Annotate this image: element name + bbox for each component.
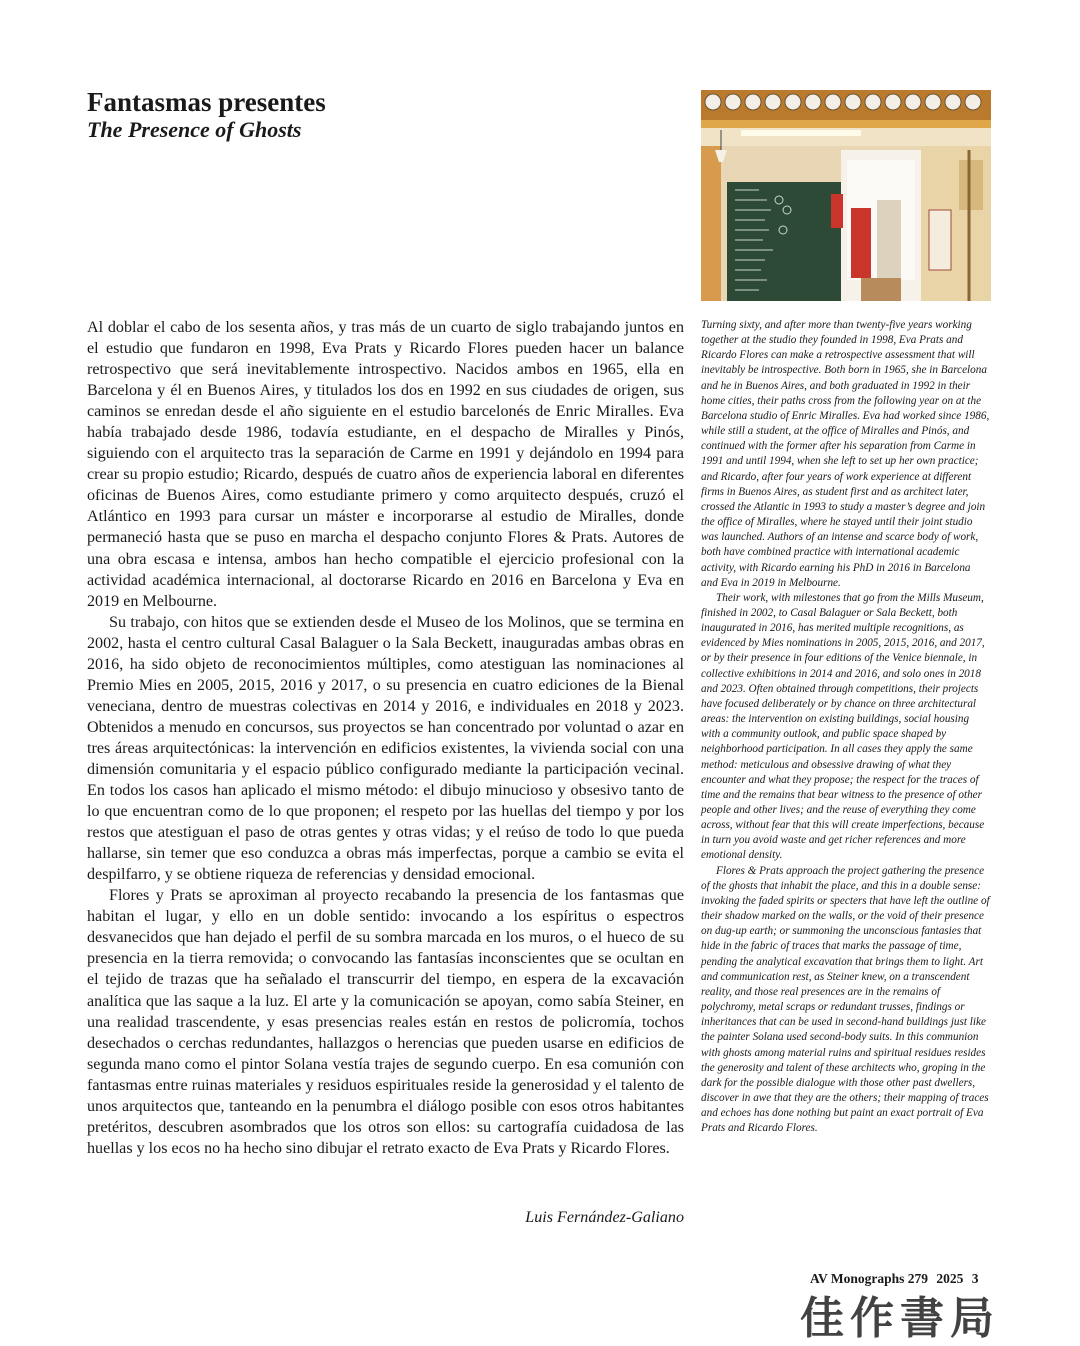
watermark-logo: 佳作書局: [800, 1293, 1000, 1344]
english-paragraph: Turning sixty, and after more than twenty-five years working together at the studio they founded in 1998, Eva Prats and Ricardo Flores can make a retrospective assessment that will inevitably be introspective. Both born in 1965, she in Barcelona and he in Buenos Aires, and both graduated in 1992 in their home cities, their paths cross from the following year on at the Barcelona studio of Enric Miralles. Eva had worked since 1986, while still a student, at the office of Miralles and Pinós, and continued with the former after his separation from Carme in 1991 and until 1994, when she left to set up her own practice; and Ricardo, after four years of work experience at different firms in Buenos Aires, as student first and as architect later, crossed the Atlantic in 1993 to study a master’s degree and join the office of Miralles, where he stayed until their joint studio was launched. Authors of an intense and scarce body of work, both have combined practice with international academic activity, with Ricardo earning his PhD in 2016 in Barcelona and Eva in 2019 in Melbourne.: [701, 319, 990, 589]
page-number: 3: [971, 1271, 979, 1286]
spanish-paragraph: Su trabajo, con hitos que se extienden desde el Museo de los Molinos, que se termina en 2002, hasta el centro cultural Casal Balaguer o la Sala Beckett, inauguradas ambas obras en 2016, ha sido objeto de reconocimientos múltiples, como atestiguan las nominaciones al Premio Mies en 2005, 2015, 2016 y 2017, o su presencia en cuatro ediciones de la Bienal veneciana, dentro de muestras colectivas en 2014 y 2016, e individuales en 2018 y 2023. Obtenidos a menudo en concursos, sus proyectos se han concentrado por voluntad o azar en tres áreas arquitectónicas: la intervención en edificios existentes, la vivienda social con una dimensión comunitaria y el espacio público configurado mediante la participación vecinal. En todos los casos han aplicado el mismo método: el dibujo minucioso y obsesivo tanto de lo que encuentran como de lo que proponen; el respeto por las huellas del tiempo y por los restos que atestiguan el paso de otras gentes y otras vidas; y el reúso de todo lo que pueda hallarse, sin temer que eso conduzca a obras más imperfectas, porque a cambio se evita el despilfarro, y se obtiene riqueza de referencias y densidad emocional.: [87, 613, 684, 884]
publication-year: 2025: [936, 1271, 964, 1286]
english-body-text: [701, 318, 990, 1136]
english-paragraph: Flores & Prats approach the project gathering the presence of the ghosts that inhabit the place, and this in a double sense: invoking the faded spirits or specters that have left the outline of their shadow marked on the walls, or the void of their presence on dug-up earth; or summoning the unconscious fantasies that hide in the fabric of traces that marks the passage of time, pending the analytical excavation that brings them to light. Art and communication rest, as Steiner knew, on a transcendent reality, and those real presences are in the remains of polychromy, metal scraps or redundant trusses, findings or inheritances that can be used in second-hand buildings just like the painter Solana used second-body suits. In this communion with ghosts among material ruins and spiritual residues resides the generosity and talent of these architects who, groping in the dark for the possible dialogue with those other past dwellers, discover in awe that they are the others; their mapping of traces and echoes has done nothing but paint an exact portrait of Eva Prats and Ricardo Flores.: [701, 864, 990, 1135]
author-signature: Luis Fernández-Galiano: [525, 1209, 684, 1226]
spanish-paragraph: Al doblar el cabo de los sesenta años, y tras más de un cuarto de siglo trabajando juntos en el estudio que fundaron en 1998, Eva Prats y Ricardo Flores pueden hacer un balance retrospectivo que será inevitablemente introspectivo. Nacidos ambos en 1965, ella en Barcelona y él en Buenos Aires, y titulados los dos en 1992 en sus ciudades de origen, sus caminos se enredan desde el año siguiente en el estudio barcelonés de Enric Miralles. Eva había trabajado desde 1986, todavía estudiante, en el despacho de Miralles y Pinós, siguiendo con el arquitecto tras la separación de Carme en 1991 y dejándolo en 1994 para crear su propio estudio; Ricardo, después de cuatro años de experiencia laboral en diferentes oficinas de Buenos Aires, como estudiante primero y como arquitecto después, cruzó el Atlántico en 1993 para cursar un máster e incorporarse al estudio de Miralles, donde permaneció hasta que se puso en marcha el despacho conjunto Flores & Prats. Autores de una obra escasa e intensa, ambos han hecho compatible el ejercicio profesional con la actividad académica internacional, al doctorarse Ricardo en 2016 en Barcelona y Eva en 2019 en Melbourne.: [87, 319, 684, 610]
page-title: Fantasmas presentes: [87, 87, 326, 117]
studio-photo: [701, 90, 991, 301]
spanish-paragraph: Flores y Prats se aproximan al proyecto recabando la presencia de los fantasmas que habitan el lugar, y ello en un doble sentido: invocando a los espíritus o espectros desvanecidos que han dejado el perfil de su sombra marcada en los muros, o el hueco de su presencia en la tierra removida; o convocando las fantasías inconscientes que se ocultan en el tejido de trazas que ha señalado el transcurrir del tiempo, en espera de la excavación analítica que las saque a la luz. El arte y la comunicación se apoyan, como sabía Steiner, en una realidad trascendente, y esas presencias reales están en restos de policromía, tochos desechados o cerchas redundantes, hallazgos o herencias que pueden usarse en edificios de segunda mano como el pintor Solana vestía trajes de segundo cuerpo. En esa comunión con fantasmas entre ruinas materiales y residuos espirituales reside la generosidad y el talento de unos arquitectos que, tanteando en la penumbra el diálogo posible con esos otros habitantes pretéritos, descubren asombrados que los otros son ellos: su cartografía cuidadosa de las huellas y los ecos no ha hecho sino dibujar el retrato exacto de Eva Prats y Ricardo Flores.: [87, 887, 684, 1157]
publication-name: AV Monographs 279: [810, 1271, 929, 1286]
page-subtitle: The Presence of Ghosts: [87, 117, 302, 142]
spanish-body-text: [87, 317, 684, 1159]
english-paragraph: Their work, with milestones that go from the Mills Museum, finished in 2002, to Casal Balaguer or Sala Beckett, both inaugurated in 2016, has merited multiple recognitions, as evidenced by Mies nominations in 2005, 2015, 2016, and 2017, or by their presence in four editions of the Venice biennale, in collective exhibitions in 2014 and 2016, and solo ones in 2018 and 2023. Often obtained through competitions, their projects have focused deliberately or by chance on three architectural areas: the intervention on existing buildings, social housing with a community outlook, and public space shaped by neighborhood participation. In all cases they apply the same method: meticulous and obsessive drawing of what they encounter and what they propose; the respect for the traces of time and the remains that bear witness to the presence of other people and other lives; and the reuse of everything they come across, without fear that this will create imperfections, because in turn you avoid waste and get richer references and more emotional density.: [701, 591, 985, 862]
